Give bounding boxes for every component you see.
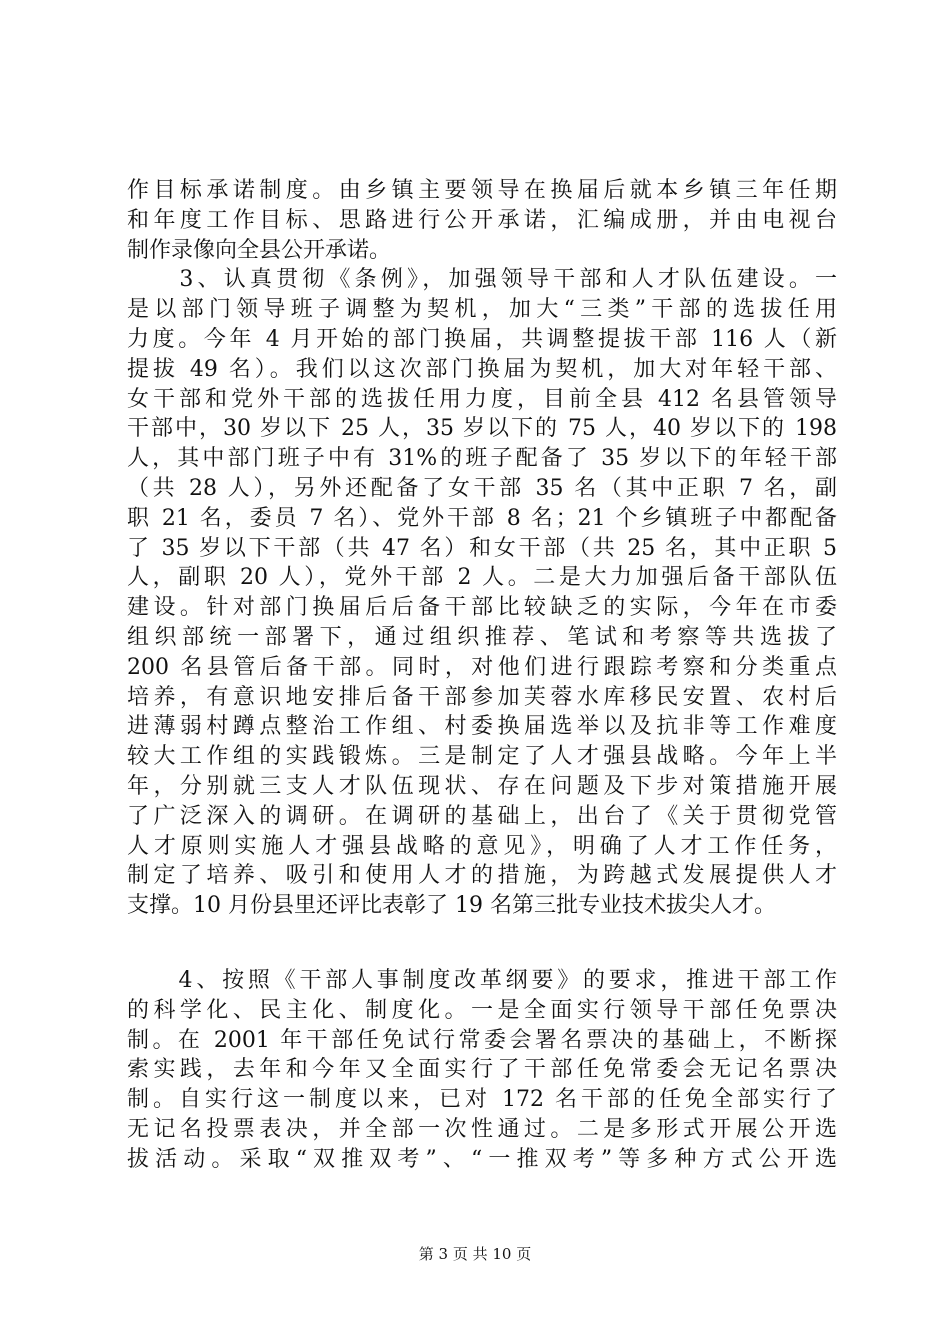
- text-line: （共 28 人），另外还配备了女干部 35 名（其中正职 7 名，副: [127, 475, 837, 501]
- text-line: 了广泛深入的调研。在调研的基础上，出台了《关于贯彻党管: [127, 803, 837, 829]
- text-line: 和年度工作目标、思路进行公开承诺，汇编成册，并由电视台: [127, 207, 837, 233]
- text-line: 人，其中部门班子中有 31%的班子配备了 35 岁以下的年轻干部: [127, 446, 837, 472]
- text-line: 进薄弱村蹲点整治工作组、村委换届选举以及抗非等工作难度: [127, 714, 837, 740]
- text-line: 制定了培养、吸引和使用人才的措施，为跨越式发展提供人才: [127, 863, 837, 889]
- text-line: 年，分别就三支人才队伍现状、存在问题及下步对策措施开展: [127, 773, 837, 799]
- text-line: 拔活动。采取“双推双考”、“一推双考”等多种方式公开选: [127, 1146, 837, 1172]
- text-line: 较大工作组的实践锻炼。三是制定了人才强县战略。今年上半: [127, 744, 837, 770]
- text-line: 制。自实行这一制度以来，已对 172 名干部的任免全部实行了: [127, 1087, 837, 1113]
- text-line: 制作录像向全县公开承诺。: [127, 237, 392, 263]
- text-line: 职 21 名，委员 7 名）、党外干部 8 名；21 个乡镇班子中都配备: [127, 505, 837, 531]
- text-line: 人，副职 20 人），党外干部 2 人。二是大力加强后备干部队伍: [127, 565, 837, 591]
- text-line: 支撑。10 月份县里还评比表彰了 19 名第三批专业技术拔尖人才。: [127, 893, 776, 919]
- text-line: 干部中，30 岁以下 25 人，35 岁以下的 75 人，40 岁以下的 198: [127, 416, 837, 442]
- text-line: 200 名县管后备干部。同时，对他们进行跟踪考察和分类重点: [127, 654, 837, 680]
- paragraph-block-2: [127, 966, 837, 1175]
- text-line: 索实践，去年和今年又全面实行了干部任免常委会无记名票决: [127, 1057, 837, 1083]
- text-line: 3、认真贯彻《条例》，加强领导干部和人才队伍建设。一: [127, 267, 837, 293]
- text-line: 了 35 岁以下干部（共 47 名）和女干部（共 25 名，其中正职 5: [127, 535, 837, 561]
- paragraph-block-1: [127, 176, 837, 921]
- text-line: 建设。针对部门换届后后备干部比较缺乏的实际，今年在市委: [127, 595, 837, 621]
- text-line: 的科学化、民主化、制度化。一是全面实行领导干部任免票决: [127, 997, 837, 1023]
- text-line: 力度。今年 4 月开始的部门换届，共调整提拔干部 116 人（新: [127, 326, 837, 352]
- text-line: 是以部门领导班子调整为契机，加大“三类”干部的选拔任用: [127, 297, 837, 323]
- text-line: 女干部和党外干部的选拔任用力度，目前全县 412 名县管领导: [127, 386, 837, 412]
- text-line: 作目标承诺制度。由乡镇主要领导在换届后就本乡镇三年任期: [127, 178, 837, 203]
- text-line: 组织部统一部署下，通过组织推荐、笔试和考察等共选拔了: [127, 624, 837, 650]
- page-footer: 第 3 页 共 10 页: [418, 1245, 532, 1263]
- text-line: 4、按照《干部人事制度改革纲要》的要求，推进干部工作: [127, 968, 837, 993]
- text-line: 提拔 49 名）。我们以这次部门换届为契机，加大对年轻干部、: [127, 356, 837, 382]
- text-line: 人才原则实施人才强县战略的意见》，明确了人才工作任务，: [127, 833, 837, 859]
- text-line: 制。在 2001 年干部任免试行常委会署名票决的基础上，不断探: [127, 1027, 837, 1053]
- text-line: 无记名投票表决，并全部一次性通过。二是多形式开展公开选: [127, 1116, 837, 1142]
- text-line: 培养，有意识地安排后备干部参加芙蓉水库移民安置、农村后: [127, 684, 837, 710]
